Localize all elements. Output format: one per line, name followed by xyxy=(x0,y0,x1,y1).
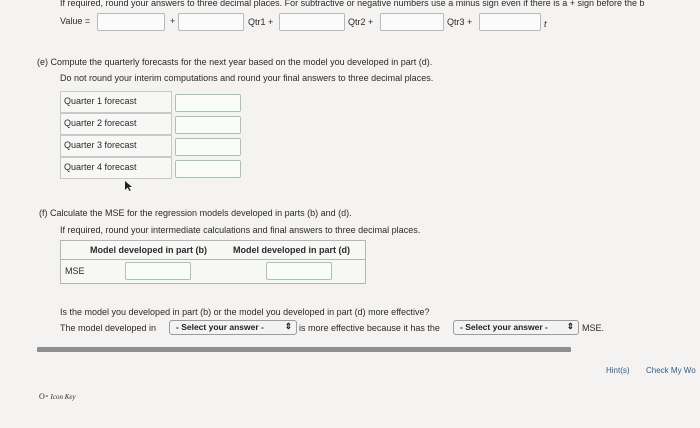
mse-part-b-input[interactable] xyxy=(125,262,191,280)
qtr3-coefficient-input[interactable] xyxy=(380,13,444,31)
qtr1-coefficient-input[interactable] xyxy=(178,13,244,31)
t-coefficient-input[interactable] xyxy=(479,13,541,31)
quarter-3-forecast-input[interactable] xyxy=(175,138,241,156)
section-divider xyxy=(37,347,571,352)
quarter-3-forecast-label: Quarter 3 forecast xyxy=(60,135,172,157)
part-f-note: If required, round your intermediate calculations and final answers to three decimal places. xyxy=(60,225,421,235)
quarter-1-forecast-input[interactable] xyxy=(175,94,241,112)
qtr2-label: Qtr2 + xyxy=(348,17,374,27)
part-e-prompt: (e) Compute the quarterly forecasts for the next year based on the model you developed in part (d). xyxy=(37,57,433,67)
qtr1-label: Qtr1 + xyxy=(248,17,274,27)
icon-key-label: Icon Key xyxy=(50,393,76,401)
check-my-work-link[interactable]: Check My Wo xyxy=(646,366,696,375)
icon-key[interactable] xyxy=(39,392,76,401)
value-constant-input[interactable] xyxy=(97,13,165,31)
quarter-2-forecast-input[interactable] xyxy=(175,116,241,134)
part-f-prompt: (f) Calculate the MSE for the regression models developed in parts (b) and (d). xyxy=(39,208,352,218)
select-arrows-icon: ⇕ xyxy=(566,321,574,331)
mse-comparison-select-dropdown[interactable] xyxy=(453,320,579,335)
column-header-part-b: Model developed in part (b) xyxy=(90,245,208,255)
effectiveness-sentence-start: The model developed in xyxy=(60,323,157,333)
value-label: Value = xyxy=(60,16,91,26)
key-icon: O⁃ xyxy=(39,392,49,401)
part-e-note: Do not round your interim computations and round your final answers to three decimal places. xyxy=(60,73,434,83)
effectiveness-sentence-end: MSE. xyxy=(582,323,605,333)
rounding-instruction: If required, round your answers to three decimal places. For subtractive or negative numbers use a minus sign even if there is a + sign before the b xyxy=(60,0,645,8)
mse-row-label: MSE xyxy=(65,266,85,276)
column-header-part-d: Model developed in part (d) xyxy=(233,245,351,255)
effectiveness-sentence-mid: is more effective because it has the xyxy=(299,323,440,333)
mse-part-d-input[interactable] xyxy=(266,262,332,280)
mouse-cursor-icon xyxy=(124,180,133,192)
hints-link[interactable]: Hint(s) xyxy=(606,366,630,375)
quarter-4-forecast-label: Quarter 4 forecast xyxy=(60,157,172,179)
qtr2-coefficient-input[interactable] xyxy=(279,13,345,31)
plus-sign: + xyxy=(170,16,176,26)
header-divider xyxy=(61,259,365,260)
mse-comparison-select-value: - Select your answer - xyxy=(460,322,548,332)
select-arrows-icon: ⇕ xyxy=(284,321,292,331)
model-select-value: - Select your answer - xyxy=(176,322,264,332)
quarter-1-forecast-label: Quarter 1 forecast xyxy=(60,91,172,113)
t-label: t xyxy=(544,19,547,29)
qtr3-label: Qtr3 + xyxy=(447,17,473,27)
quarter-4-forecast-input[interactable] xyxy=(175,160,241,178)
effectiveness-question: Is the model you developed in part (b) or the model you developed in part (d) more effective? xyxy=(60,307,430,317)
model-select-dropdown[interactable] xyxy=(169,320,297,335)
quarter-2-forecast-label: Quarter 2 forecast xyxy=(60,113,172,135)
